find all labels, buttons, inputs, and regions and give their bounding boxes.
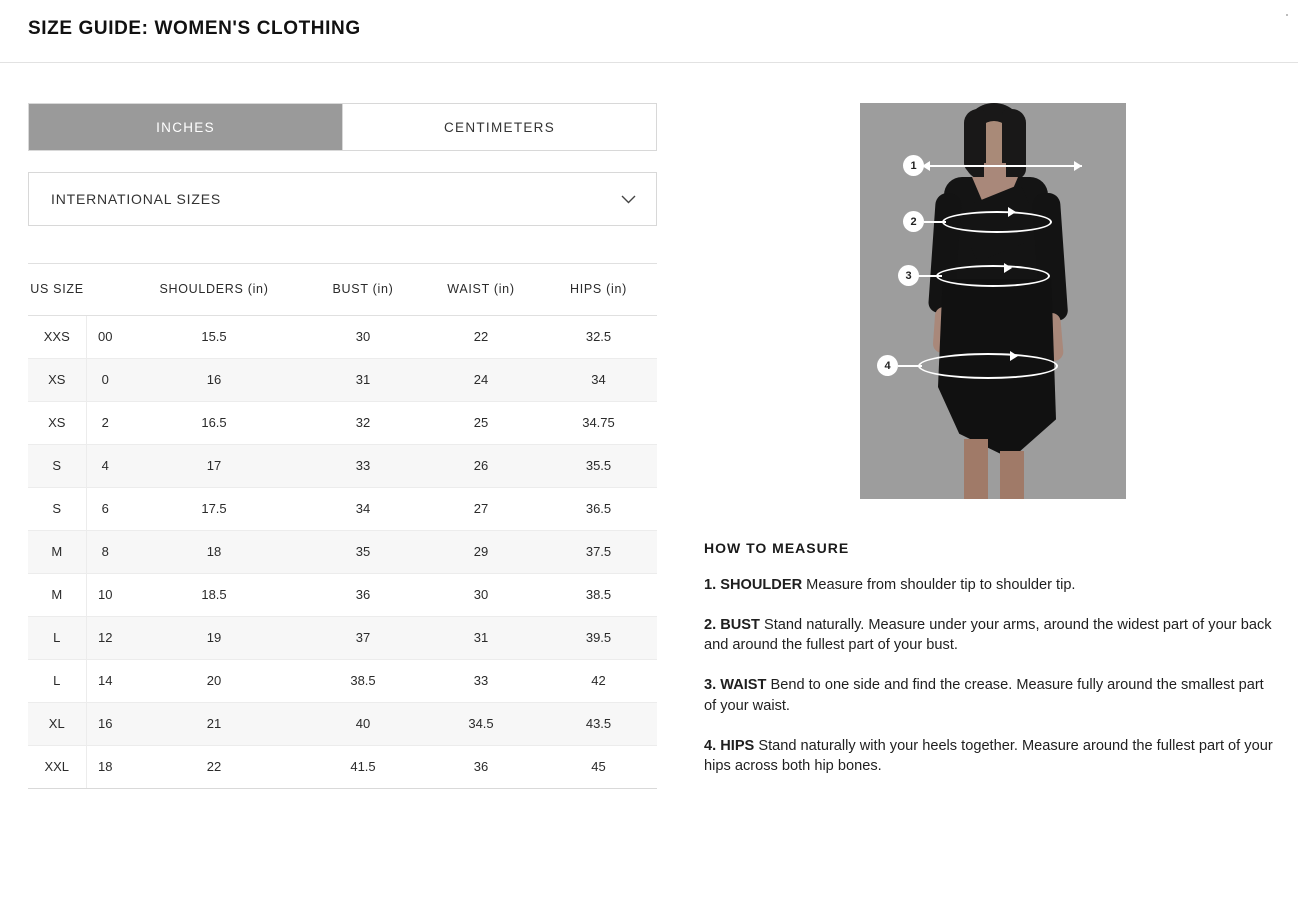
- cell-shoulders: 18: [124, 531, 304, 574]
- cell-bust: 35: [304, 531, 422, 574]
- column-header-us-number: [86, 264, 124, 316]
- model-leg-left: [964, 439, 988, 499]
- marker-4: 4: [877, 355, 898, 376]
- table-row: [28, 703, 657, 746]
- cell-shoulders: 16.5: [124, 402, 304, 445]
- cell-hips: 37.5: [540, 531, 657, 574]
- chevron-down-icon: [621, 195, 636, 204]
- cell-us-number: 2: [86, 402, 124, 445]
- cell-us-number: 12: [86, 617, 124, 660]
- cell-us-number: 00: [86, 316, 124, 359]
- table-row: [28, 660, 657, 703]
- cell-waist: 25: [422, 402, 540, 445]
- shoulder-measure-line: [930, 165, 1082, 167]
- marker-2: 2: [903, 211, 924, 232]
- bust-leader-line: [924, 221, 946, 223]
- cell-bust: 32: [304, 402, 422, 445]
- cell-waist: 31: [422, 617, 540, 660]
- cell-bust: 37: [304, 617, 422, 660]
- cell-us-number: 18: [86, 746, 124, 789]
- cell-us-size: S: [28, 488, 86, 531]
- shoulder-arrow-right: [1074, 161, 1082, 171]
- cell-us-size: M: [28, 574, 86, 617]
- page-header: [0, 0, 1298, 41]
- cell-hips: 39.5: [540, 617, 657, 660]
- how-to-item-bust-text: Stand naturally. Measure under your arms, around the widest part of your back and around the fullest part of your bust.: [704, 616, 1272, 654]
- cell-shoulders: 21: [124, 703, 304, 746]
- column-header-hips: HIPS (in): [540, 264, 657, 316]
- marker-3: 3: [898, 265, 919, 286]
- waist-leader-line: [918, 275, 942, 277]
- cell-hips: 34.75: [540, 402, 657, 445]
- table-row: [28, 574, 657, 617]
- how-to-item-bust-label: 2. BUST: [704, 616, 760, 633]
- cell-bust: 40: [304, 703, 422, 746]
- column-header-waist: WAIST (in): [422, 264, 540, 316]
- table-row: [28, 402, 657, 445]
- waist-measure-ellipse: [936, 265, 1050, 287]
- cell-us-number: 10: [86, 574, 124, 617]
- table-row: [28, 488, 657, 531]
- cell-shoulders: 22: [124, 746, 304, 789]
- cell-waist: 24: [422, 359, 540, 402]
- tab-centimeters[interactable]: [342, 104, 656, 150]
- cell-waist: 30: [422, 574, 540, 617]
- hips-measure-ellipse: [918, 353, 1058, 379]
- cell-shoulders: 17.5: [124, 488, 304, 531]
- how-to-item-shoulder: [704, 575, 1274, 596]
- cell-shoulders: 17: [124, 445, 304, 488]
- model-measurement-figure: [860, 103, 1126, 499]
- size-system-value: INTERNATIONAL SIZES: [51, 191, 221, 207]
- cell-us-number: 14: [86, 660, 124, 703]
- table-row: [28, 531, 657, 574]
- model-illustration: [860, 103, 1126, 499]
- cell-us-number: 8: [86, 531, 124, 574]
- main-content: [0, 62, 1298, 792]
- cell-us-number: 0: [86, 359, 124, 402]
- bust-arrow: [1008, 207, 1016, 217]
- cell-us-size: L: [28, 617, 86, 660]
- column-header-bust: BUST (in): [304, 264, 422, 316]
- cell-hips: 34: [540, 359, 657, 402]
- cell-waist: 33: [422, 660, 540, 703]
- how-to-item-bust: [704, 615, 1274, 656]
- cell-us-number: 16: [86, 703, 124, 746]
- cell-shoulders: 15.5: [124, 316, 304, 359]
- cell-hips: 42: [540, 660, 657, 703]
- cell-waist: 29: [422, 531, 540, 574]
- model-leg-right: [1000, 451, 1024, 499]
- size-system-select[interactable]: [28, 172, 657, 226]
- cell-us-number: 6: [86, 488, 124, 531]
- cell-shoulders: 19: [124, 617, 304, 660]
- cell-shoulders: 16: [124, 359, 304, 402]
- column-header-shoulders: SHOULDERS (in): [124, 264, 304, 316]
- how-to-item-hips: [704, 736, 1274, 777]
- table-row: [28, 617, 657, 660]
- cell-bust: 36: [304, 574, 422, 617]
- cell-us-number: 4: [86, 445, 124, 488]
- right-column: [700, 62, 1298, 792]
- table-header-row: [28, 264, 657, 316]
- table-row: [28, 316, 657, 359]
- table-row: [28, 445, 657, 488]
- how-to-item-waist: [704, 675, 1274, 716]
- model-hair-left: [964, 109, 986, 173]
- cell-bust: 33: [304, 445, 422, 488]
- cell-bust: 38.5: [304, 660, 422, 703]
- cell-us-size: M: [28, 531, 86, 574]
- left-column: [0, 62, 700, 792]
- tab-inches[interactable]: [29, 104, 342, 150]
- cell-hips: 36.5: [540, 488, 657, 531]
- tab-centimeters-label: CENTIMETERS: [443, 119, 556, 135]
- cell-bust: 31: [304, 359, 422, 402]
- unit-tab-group: [28, 103, 657, 151]
- cell-us-size: S: [28, 445, 86, 488]
- cell-us-size: XXL: [28, 746, 86, 789]
- cell-hips: 32.5: [540, 316, 657, 359]
- cell-hips: 38.5: [540, 574, 657, 617]
- cell-shoulders: 18.5: [124, 574, 304, 617]
- table-row: [28, 359, 657, 402]
- how-to-measure-section: [704, 540, 1274, 777]
- bust-measure-ellipse: [942, 211, 1052, 233]
- table-head: [28, 264, 657, 316]
- hips-leader-line: [898, 365, 922, 367]
- cell-us-size: XL: [28, 703, 86, 746]
- cell-waist: 26: [422, 445, 540, 488]
- cell-hips: 43.5: [540, 703, 657, 746]
- page-title: SIZE GUIDE: WOMEN'S CLOTHING: [28, 18, 361, 39]
- how-to-item-shoulder-text: Measure from shoulder tip to shoulder tip.: [802, 577, 1076, 593]
- waist-arrow: [1004, 263, 1012, 273]
- cell-waist: 27: [422, 488, 540, 531]
- cell-hips: 45: [540, 746, 657, 789]
- table-row: [28, 746, 657, 789]
- how-to-item-waist-text: Bend to one side and find the crease. Measure fully around the smallest part of your waist.: [704, 677, 1264, 714]
- cell-hips: 35.5: [540, 445, 657, 488]
- cell-waist: 36: [422, 746, 540, 789]
- column-header-us-size: US SIZE: [28, 264, 86, 316]
- how-to-item-hips-text: Stand naturally with your heels together. Measure around the fullest part of your hips across both hip bones.: [704, 737, 1273, 775]
- how-to-item-waist-label: 3. WAIST: [704, 677, 767, 694]
- how-to-measure-title: HOW TO MEASURE: [704, 540, 850, 556]
- cell-shoulders: 20: [124, 660, 304, 703]
- cell-us-size: XS: [28, 402, 86, 445]
- how-to-item-shoulder-label: 1. SHOULDER: [704, 577, 803, 593]
- cell-waist: 22: [422, 316, 540, 359]
- cell-waist: 34.5: [422, 703, 540, 746]
- cell-bust: 30: [304, 316, 422, 359]
- cell-us-size: XS: [28, 359, 86, 402]
- table-body: [28, 316, 657, 789]
- tab-inches-label: INCHES: [156, 119, 215, 135]
- corner-marker: [1286, 14, 1288, 16]
- hips-arrow: [1010, 351, 1018, 361]
- size-chart-table: [28, 263, 657, 789]
- marker-1: 1: [903, 155, 924, 176]
- cell-bust: 34: [304, 488, 422, 531]
- cell-us-size: L: [28, 660, 86, 703]
- cell-us-size: XXS: [28, 316, 86, 359]
- cell-bust: 41.5: [304, 746, 422, 789]
- how-to-item-hips-label: 4. HIPS: [704, 737, 755, 754]
